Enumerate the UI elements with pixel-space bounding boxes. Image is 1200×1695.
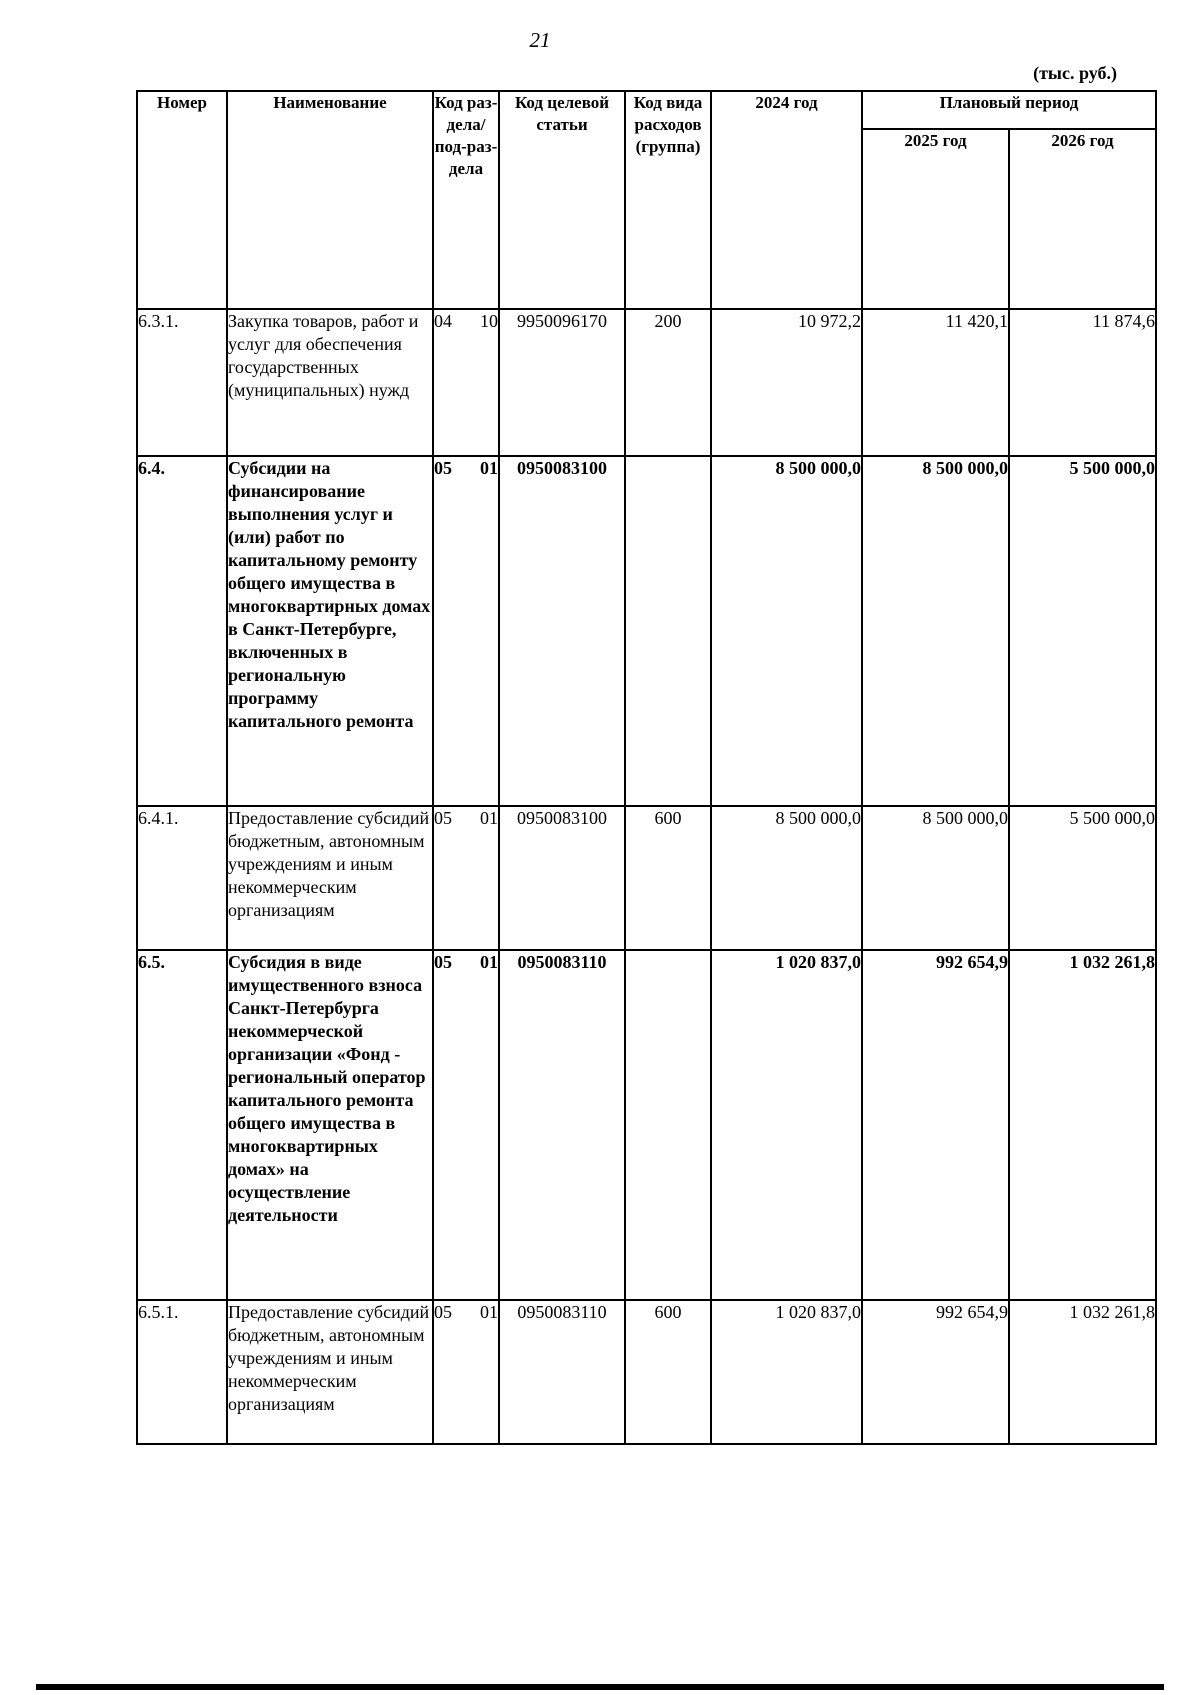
row-target-code: 0950083100 xyxy=(499,456,625,806)
table-row xyxy=(137,456,1156,806)
row-amount-2024: 1 020 837,0 xyxy=(711,1300,862,1444)
header-number: Номер xyxy=(137,91,227,309)
row-name: Предоставление субсидий бюджетным, автономным учреждениям и иным некоммерческим организациям xyxy=(227,1300,433,1444)
row-amount-2024: 1 020 837,0 xyxy=(711,950,862,1300)
row-name: Субсидии на финансирование выполнения услуг и (или) работ по капитальному ремонту общего имущества в многоквартирных домах в Санкт-Петербурге, включенных в региональную программу капитального ремонта xyxy=(227,456,433,806)
table-row xyxy=(137,1300,1156,1444)
row-amount-2025: 8 500 000,0 xyxy=(862,456,1009,806)
row-number: 6.5.1. xyxy=(137,1300,227,1444)
row-amount-2026: 1 032 261,8 xyxy=(1009,950,1156,1300)
row-amount-2025: 992 654,9 xyxy=(862,950,1009,1300)
header-target-code: Код целевой статьи xyxy=(499,91,625,309)
subsection-code: 01 xyxy=(480,952,498,972)
row-section-code xyxy=(433,950,499,1300)
row-amount-2025: 992 654,9 xyxy=(862,1300,1009,1444)
budget-table xyxy=(136,90,1157,1445)
row-number: 6.4. xyxy=(137,456,227,806)
row-target-code: 0950083100 xyxy=(499,806,625,950)
header-row-1 xyxy=(137,91,1156,129)
row-expense-kind: 600 xyxy=(625,1300,711,1444)
row-name: Закупка товаров, работ и услуг для обеспечения государственных (муниципальных) нужд xyxy=(227,309,433,456)
row-amount-2025: 11 420,1 xyxy=(862,309,1009,456)
row-number: 6.5. xyxy=(137,950,227,1300)
row-target-code: 9950096170 xyxy=(499,309,625,456)
subsection-code: 01 xyxy=(480,1302,498,1322)
row-amount-2026: 11 874,6 xyxy=(1009,309,1156,456)
row-amount-2026: 5 500 000,0 xyxy=(1009,456,1156,806)
row-name: Предоставление субсидий бюджетным, автономным учреждениям и иным некоммерческим организациям xyxy=(227,806,433,950)
row-amount-2024: 8 500 000,0 xyxy=(711,806,862,950)
header-section-code: Код раз-дела/ под-раз-дела xyxy=(433,91,499,309)
row-target-code: 0950083110 xyxy=(499,1300,625,1444)
row-number: 6.4.1. xyxy=(137,806,227,950)
section-code: 05 xyxy=(434,952,452,972)
row-section-code xyxy=(433,456,499,806)
bottom-border-line xyxy=(36,1684,1164,1690)
row-amount-2026: 5 500 000,0 xyxy=(1009,806,1156,950)
row-expense-kind: 600 xyxy=(625,806,711,950)
row-amount-2024: 8 500 000,0 xyxy=(711,456,862,806)
table-row xyxy=(137,806,1156,950)
units-label: (тыс. руб.) xyxy=(1033,63,1117,83)
row-expense-kind xyxy=(625,456,711,806)
section-code: 05 xyxy=(434,1302,452,1322)
section-code: 04 xyxy=(434,311,452,331)
row-target-code: 0950083110 xyxy=(499,950,625,1300)
header-plan-period: Плановый период xyxy=(862,91,1156,129)
row-amount-2026: 1 032 261,8 xyxy=(1009,1300,1156,1444)
row-section-code xyxy=(433,806,499,950)
subsection-code: 01 xyxy=(480,458,498,478)
row-expense-kind xyxy=(625,950,711,1300)
row-name: Субсидия в виде имущественного взноса Санкт-Петербурга некоммерческой организации «Фонд - региональный оператор капитального ремонта общего имущества в многоквартирных домах» на осуществление деятельности xyxy=(227,950,433,1300)
row-amount-2025: 8 500 000,0 xyxy=(862,806,1009,950)
row-number: 6.3.1. xyxy=(137,309,227,456)
subsection-code: 10 xyxy=(480,311,498,331)
table-row xyxy=(137,950,1156,1300)
row-section-code xyxy=(433,1300,499,1444)
row-section-code xyxy=(433,309,499,456)
section-code: 05 xyxy=(434,458,452,478)
header-expense-kind: Код вида расходов (группа) xyxy=(625,91,711,309)
section-code: 05 xyxy=(434,808,452,828)
table-row xyxy=(137,309,1156,456)
row-expense-kind: 200 xyxy=(625,309,711,456)
header-name: Наименование xyxy=(227,91,433,309)
page-number: 21 xyxy=(529,28,551,52)
row-amount-2024: 10 972,2 xyxy=(711,309,862,456)
subsection-code: 01 xyxy=(480,808,498,828)
header-year-2025: 2025 год xyxy=(862,129,1009,309)
header-year-2024: 2024 год xyxy=(711,91,862,309)
header-year-2026: 2026 год xyxy=(1009,129,1156,309)
